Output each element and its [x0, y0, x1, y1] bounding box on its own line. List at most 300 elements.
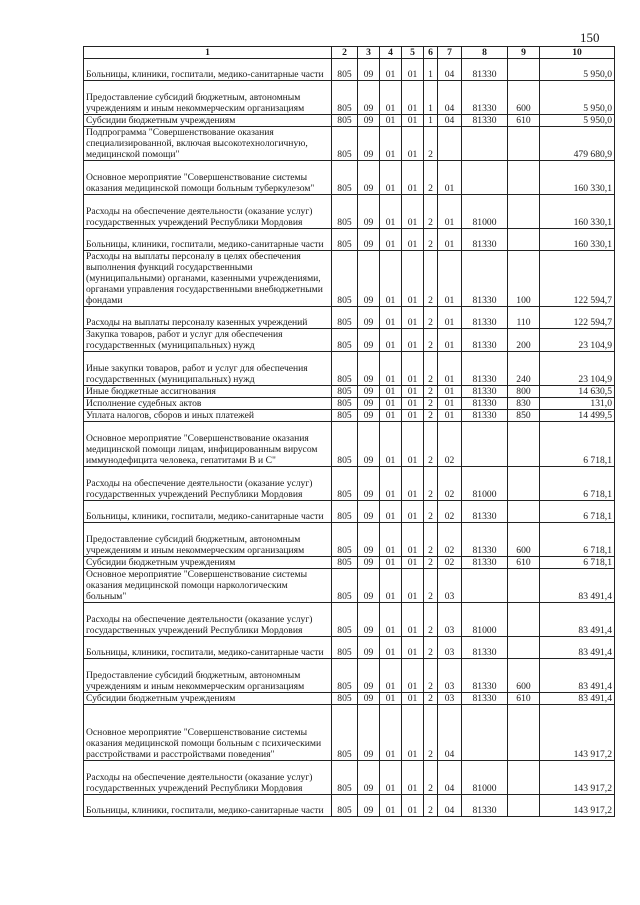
col-10-amount-cell: 143 917,2	[540, 705, 615, 761]
col-6-cell: 2	[424, 501, 438, 523]
col-6-cell: 2	[424, 195, 438, 229]
col-3-cell: 09	[358, 410, 380, 422]
col-8-cell: 81330	[462, 352, 508, 386]
col-3-cell: 09	[358, 352, 380, 386]
col-6-cell: 2	[424, 398, 438, 410]
col-5-cell: 01	[402, 795, 424, 817]
col-6-cell: 2	[424, 329, 438, 352]
col-9-cell: 610	[508, 693, 540, 705]
col-3-cell: 09	[358, 467, 380, 501]
col-2-cell: 805	[332, 81, 358, 115]
col-4-cell: 01	[380, 761, 402, 795]
col-4-cell: 01	[380, 693, 402, 705]
col-5-cell: 01	[402, 195, 424, 229]
row-name-cell: Расходы на обеспечение деятельности (оказание услуг) государственных учреждений Республики Мордовия	[84, 761, 332, 795]
row-name-cell: Субсидии бюджетным учреждениям	[84, 557, 332, 569]
col-6-cell: 1	[424, 81, 438, 115]
col-9-cell	[508, 795, 540, 817]
col-4-cell: 01	[380, 352, 402, 386]
col-6-cell: 2	[424, 161, 438, 195]
col-7-cell: 04	[438, 795, 462, 817]
col-9-cell: 110	[508, 307, 540, 329]
col-9-cell	[508, 501, 540, 523]
col-8-cell: 81330	[462, 398, 508, 410]
col-9-cell: 850	[508, 410, 540, 422]
col-7-cell	[438, 127, 462, 161]
col-3-cell: 09	[358, 115, 380, 127]
col-7-cell: 03	[438, 603, 462, 637]
column-header-4: 4	[380, 47, 402, 59]
col-3-cell: 09	[358, 195, 380, 229]
col-9-cell	[508, 637, 540, 659]
col-4-cell: 01	[380, 307, 402, 329]
col-3-cell: 09	[358, 569, 380, 603]
col-8-cell: 81330	[462, 501, 508, 523]
col-2-cell: 805	[332, 127, 358, 161]
col-10-amount-cell: 5 950,0	[540, 81, 615, 115]
col-9-cell	[508, 705, 540, 761]
col-8-cell: 81330	[462, 115, 508, 127]
row-name-cell: Расходы на обеспечение деятельности (оказание услуг) государственных учреждений Республики Мордовия	[84, 603, 332, 637]
table-row	[84, 501, 615, 523]
col-8-cell: 81330	[462, 523, 508, 557]
col-3-cell: 09	[358, 557, 380, 569]
col-7-cell: 01	[438, 161, 462, 195]
col-2-cell: 805	[332, 795, 358, 817]
col-6-cell: 2	[424, 127, 438, 161]
col-10-amount-cell: 83 491,4	[540, 569, 615, 603]
row-name-cell: Уплата налогов, сборов и иных платежей	[84, 410, 332, 422]
col-7-cell: 04	[438, 115, 462, 127]
table-row	[84, 251, 615, 307]
column-header-1: 1	[84, 47, 332, 59]
table-row	[84, 410, 615, 422]
column-header-10: 10	[540, 47, 615, 59]
row-name-cell: Расходы на обеспечение деятельности (оказание услуг) государственных учреждений Республики Мордовия	[84, 467, 332, 501]
col-10-amount-cell: 6 718,1	[540, 523, 615, 557]
table-row	[84, 386, 615, 398]
col-5-cell: 01	[402, 251, 424, 307]
col-3-cell: 09	[358, 59, 380, 81]
row-name-cell: Исполнение судебных актов	[84, 398, 332, 410]
table-row	[84, 761, 615, 795]
col-5-cell: 01	[402, 386, 424, 398]
table-row	[84, 81, 615, 115]
column-header-6: 6	[424, 47, 438, 59]
col-3-cell: 09	[358, 329, 380, 352]
col-4-cell: 01	[380, 557, 402, 569]
col-7-cell: 01	[438, 410, 462, 422]
col-8-cell: 81000	[462, 467, 508, 501]
col-2-cell: 805	[332, 501, 358, 523]
row-name-cell: Больницы, клиники, госпитали, медико-санитарные части	[84, 501, 332, 523]
col-10-amount-cell: 83 491,4	[540, 693, 615, 705]
col-5-cell: 01	[402, 761, 424, 795]
col-9-cell	[508, 195, 540, 229]
col-6-cell: 2	[424, 422, 438, 467]
col-4-cell: 01	[380, 59, 402, 81]
col-3-cell: 09	[358, 603, 380, 637]
col-2-cell: 805	[332, 398, 358, 410]
col-8-cell: 81000	[462, 603, 508, 637]
col-7-cell: 04	[438, 761, 462, 795]
col-4-cell: 01	[380, 795, 402, 817]
column-header-3: 3	[358, 47, 380, 59]
col-5-cell: 01	[402, 161, 424, 195]
row-name-cell: Субсидии бюджетным учреждениям	[84, 693, 332, 705]
col-2-cell: 805	[332, 659, 358, 693]
col-9-cell	[508, 569, 540, 603]
col-5-cell: 01	[402, 410, 424, 422]
col-6-cell: 2	[424, 410, 438, 422]
col-6-cell: 1	[424, 115, 438, 127]
col-5-cell: 01	[402, 307, 424, 329]
col-2-cell: 805	[332, 705, 358, 761]
col-7-cell: 01	[438, 386, 462, 398]
row-name-cell: Предоставление субсидий бюджетным, автономным учреждениям и иным некоммерческим организациям	[84, 523, 332, 557]
col-6-cell: 2	[424, 761, 438, 795]
col-6-cell: 2	[424, 467, 438, 501]
col-2-cell: 805	[332, 569, 358, 603]
col-6-cell: 2	[424, 557, 438, 569]
col-2-cell: 805	[332, 59, 358, 81]
col-10-amount-cell: 83 491,4	[540, 659, 615, 693]
col-5-cell: 01	[402, 81, 424, 115]
col-6-cell: 2	[424, 523, 438, 557]
col-9-cell: 800	[508, 386, 540, 398]
col-5-cell: 01	[402, 557, 424, 569]
row-name-cell: Больницы, клиники, госпитали, медико-санитарные части	[84, 795, 332, 817]
col-2-cell: 805	[332, 693, 358, 705]
col-3-cell: 09	[358, 637, 380, 659]
col-3-cell: 09	[358, 523, 380, 557]
table-row	[84, 229, 615, 251]
col-5-cell: 01	[402, 705, 424, 761]
col-7-cell: 01	[438, 229, 462, 251]
col-4-cell: 01	[380, 603, 402, 637]
budget-table	[83, 46, 615, 817]
col-2-cell: 805	[332, 422, 358, 467]
col-2-cell: 805	[332, 161, 358, 195]
col-10-amount-cell: 83 491,4	[540, 637, 615, 659]
col-10-amount-cell: 479 680,9	[540, 127, 615, 161]
col-10-amount-cell: 160 330,1	[540, 161, 615, 195]
col-8-cell	[462, 127, 508, 161]
col-7-cell: 02	[438, 523, 462, 557]
col-3-cell: 09	[358, 659, 380, 693]
header-row	[84, 47, 615, 59]
col-8-cell: 81330	[462, 410, 508, 422]
col-5-cell: 01	[402, 329, 424, 352]
col-2-cell: 805	[332, 467, 358, 501]
col-10-amount-cell: 6 718,1	[540, 467, 615, 501]
col-4-cell: 01	[380, 161, 402, 195]
col-6-cell: 2	[424, 307, 438, 329]
col-8-cell: 81330	[462, 795, 508, 817]
col-7-cell: 01	[438, 307, 462, 329]
row-name-cell: Расходы на выплаты персоналу в целях обеспечения выполнения функций государственными (муниципальными) органами, казенными учреждениями, органами управления государственными внебюджетными фондами	[84, 251, 332, 307]
col-7-cell: 04	[438, 59, 462, 81]
col-10-amount-cell: 6 718,1	[540, 422, 615, 467]
col-9-cell	[508, 603, 540, 637]
col-4-cell: 01	[380, 705, 402, 761]
col-3-cell: 09	[358, 705, 380, 761]
col-3-cell: 09	[358, 386, 380, 398]
col-4-cell: 01	[380, 410, 402, 422]
col-6-cell: 2	[424, 251, 438, 307]
col-10-amount-cell: 23 104,9	[540, 329, 615, 352]
col-8-cell: 81000	[462, 195, 508, 229]
table-row	[84, 127, 615, 161]
row-name-cell: Иные бюджетные ассигнования	[84, 386, 332, 398]
col-3-cell: 09	[358, 307, 380, 329]
row-name-cell: Основное мероприятие "Совершенствование системы оказания медицинской помощи больным туберкулезом"	[84, 161, 332, 195]
col-6-cell: 2	[424, 603, 438, 637]
row-name-cell: Расходы на обеспечение деятельности (оказание услуг) государственных учреждений Республики Мордовия	[84, 195, 332, 229]
col-4-cell: 01	[380, 637, 402, 659]
column-header-9: 9	[508, 47, 540, 59]
col-2-cell: 805	[332, 386, 358, 398]
col-2-cell: 805	[332, 523, 358, 557]
col-9-cell	[508, 422, 540, 467]
row-name-cell: Закупка товаров, работ и услуг для обеспечения государственных (муниципальных) нужд	[84, 329, 332, 352]
col-7-cell: 03	[438, 659, 462, 693]
col-6-cell: 1	[424, 59, 438, 81]
col-2-cell: 805	[332, 251, 358, 307]
col-9-cell	[508, 761, 540, 795]
col-2-cell: 805	[332, 761, 358, 795]
table-row	[84, 659, 615, 693]
table-row	[84, 557, 615, 569]
col-5-cell: 01	[402, 569, 424, 603]
col-5-cell: 01	[402, 501, 424, 523]
col-6-cell: 2	[424, 352, 438, 386]
col-8-cell	[462, 569, 508, 603]
col-5-cell: 01	[402, 659, 424, 693]
row-name-cell: Иные закупки товаров, работ и услуг для обеспечения государственных (муниципальных) нужд	[84, 352, 332, 386]
col-10-amount-cell: 5 950,0	[540, 59, 615, 81]
table-row	[84, 795, 615, 817]
col-5-cell: 01	[402, 637, 424, 659]
col-9-cell	[508, 467, 540, 501]
col-4-cell: 01	[380, 422, 402, 467]
col-5-cell: 01	[402, 59, 424, 81]
table-row	[84, 693, 615, 705]
col-9-cell: 600	[508, 81, 540, 115]
col-4-cell: 01	[380, 229, 402, 251]
col-6-cell: 2	[424, 386, 438, 398]
col-5-cell: 01	[402, 603, 424, 637]
col-10-amount-cell: 160 330,1	[540, 195, 615, 229]
col-2-cell: 805	[332, 557, 358, 569]
col-3-cell: 09	[358, 127, 380, 161]
col-9-cell: 600	[508, 659, 540, 693]
col-7-cell: 02	[438, 557, 462, 569]
col-7-cell: 02	[438, 467, 462, 501]
column-header-2: 2	[332, 47, 358, 59]
col-8-cell: 81330	[462, 307, 508, 329]
col-6-cell: 2	[424, 637, 438, 659]
col-8-cell	[462, 422, 508, 467]
col-3-cell: 09	[358, 81, 380, 115]
table-row	[84, 603, 615, 637]
row-name-cell: Больницы, клиники, госпитали, медико-санитарные части	[84, 229, 332, 251]
row-name-cell: Основное мероприятие "Совершенствование системы оказания медицинской помощи наркологическим больным"	[84, 569, 332, 603]
col-4-cell: 01	[380, 523, 402, 557]
col-8-cell: 81330	[462, 251, 508, 307]
col-2-cell: 805	[332, 115, 358, 127]
col-7-cell: 04	[438, 81, 462, 115]
col-3-cell: 09	[358, 501, 380, 523]
col-2-cell: 805	[332, 229, 358, 251]
col-2-cell: 805	[332, 352, 358, 386]
table-row	[84, 59, 615, 81]
col-5-cell: 01	[402, 229, 424, 251]
col-7-cell: 01	[438, 329, 462, 352]
col-7-cell: 01	[438, 251, 462, 307]
col-9-cell: 610	[508, 115, 540, 127]
column-header-7: 7	[438, 47, 462, 59]
col-2-cell: 805	[332, 603, 358, 637]
col-5-cell: 01	[402, 398, 424, 410]
col-9-cell: 240	[508, 352, 540, 386]
col-3-cell: 09	[358, 251, 380, 307]
col-9-cell	[508, 59, 540, 81]
col-5-cell: 01	[402, 693, 424, 705]
col-4-cell: 01	[380, 467, 402, 501]
table-row	[84, 637, 615, 659]
row-name-cell: Основное мероприятие "Совершенствование оказания медицинской помощи лицам, инфицированным вирусом иммунодефицита человека, гепатитами B и C"	[84, 422, 332, 467]
table-row	[84, 115, 615, 127]
col-8-cell	[462, 705, 508, 761]
table-row	[84, 523, 615, 557]
row-name-cell: Больницы, клиники, госпитали, медико-санитарные части	[84, 637, 332, 659]
col-8-cell: 81330	[462, 229, 508, 251]
row-name-cell: Субсидии бюджетным учреждениям	[84, 115, 332, 127]
col-7-cell: 01	[438, 195, 462, 229]
row-name-cell: Подпрограмма "Совершенствование оказания специализированной, включая высокотехнологичную, медицинской помощи"	[84, 127, 332, 161]
col-10-amount-cell: 131,0	[540, 398, 615, 410]
col-8-cell	[462, 161, 508, 195]
col-10-amount-cell: 6 718,1	[540, 501, 615, 523]
col-8-cell: 81330	[462, 637, 508, 659]
col-7-cell: 01	[438, 398, 462, 410]
col-3-cell: 09	[358, 229, 380, 251]
col-9-cell: 100	[508, 251, 540, 307]
col-10-amount-cell: 160 330,1	[540, 229, 615, 251]
col-8-cell: 81330	[462, 59, 508, 81]
col-6-cell: 2	[424, 659, 438, 693]
row-name-cell: Основное мероприятие "Совершенствование системы оказания медицинской помощи больным с психическими расстройствами и расстройствами поведения"	[84, 705, 332, 761]
col-4-cell: 01	[380, 251, 402, 307]
col-8-cell: 81000	[462, 761, 508, 795]
col-9-cell: 200	[508, 329, 540, 352]
col-10-amount-cell: 23 104,9	[540, 352, 615, 386]
row-name-cell: Предоставление субсидий бюджетным, автономным учреждениям и иным некоммерческим организациям	[84, 659, 332, 693]
col-6-cell: 2	[424, 229, 438, 251]
table-row	[84, 705, 615, 761]
col-10-amount-cell: 6 718,1	[540, 557, 615, 569]
col-10-amount-cell: 5 950,0	[540, 115, 615, 127]
col-9-cell	[508, 127, 540, 161]
col-4-cell: 01	[380, 659, 402, 693]
col-4-cell: 01	[380, 127, 402, 161]
row-name-cell: Расходы на выплаты персоналу казенных учреждений	[84, 307, 332, 329]
col-3-cell: 09	[358, 795, 380, 817]
row-name-cell: Предоставление субсидий бюджетным, автономным учреждениям и иным некоммерческим организациям	[84, 81, 332, 115]
col-4-cell: 01	[380, 386, 402, 398]
col-7-cell: 03	[438, 569, 462, 603]
col-2-cell: 805	[332, 410, 358, 422]
table-row	[84, 195, 615, 229]
table-row	[84, 352, 615, 386]
col-3-cell: 09	[358, 761, 380, 795]
col-10-amount-cell: 14 499,5	[540, 410, 615, 422]
col-10-amount-cell: 143 917,2	[540, 795, 615, 817]
col-9-cell: 830	[508, 398, 540, 410]
col-7-cell: 04	[438, 705, 462, 761]
col-5-cell: 01	[402, 127, 424, 161]
column-header-5: 5	[402, 47, 424, 59]
col-3-cell: 09	[358, 161, 380, 195]
col-9-cell: 600	[508, 523, 540, 557]
col-8-cell: 81330	[462, 659, 508, 693]
col-10-amount-cell: 122 594,7	[540, 307, 615, 329]
col-4-cell: 01	[380, 115, 402, 127]
col-4-cell: 01	[380, 195, 402, 229]
col-10-amount-cell: 122 594,7	[540, 251, 615, 307]
table-row	[84, 161, 615, 195]
table-row	[84, 422, 615, 467]
col-5-cell: 01	[402, 523, 424, 557]
col-3-cell: 09	[358, 398, 380, 410]
col-4-cell: 01	[380, 501, 402, 523]
table-row	[84, 307, 615, 329]
table-row	[84, 467, 615, 501]
col-8-cell: 81330	[462, 693, 508, 705]
col-7-cell: 03	[438, 693, 462, 705]
col-4-cell: 01	[380, 569, 402, 603]
col-6-cell: 2	[424, 569, 438, 603]
col-4-cell: 01	[380, 329, 402, 352]
col-4-cell: 01	[380, 81, 402, 115]
col-7-cell: 02	[438, 422, 462, 467]
col-5-cell: 01	[402, 422, 424, 467]
column-header-8: 8	[462, 47, 508, 59]
col-5-cell: 01	[402, 467, 424, 501]
col-3-cell: 09	[358, 422, 380, 467]
col-2-cell: 805	[332, 307, 358, 329]
col-7-cell: 01	[438, 352, 462, 386]
col-8-cell: 81330	[462, 81, 508, 115]
table-row	[84, 398, 615, 410]
col-5-cell: 01	[402, 115, 424, 127]
col-2-cell: 805	[332, 329, 358, 352]
col-2-cell: 805	[332, 195, 358, 229]
col-9-cell: 610	[508, 557, 540, 569]
col-8-cell: 81330	[462, 386, 508, 398]
row-name-cell: Больницы, клиники, госпитали, медико-санитарные части	[84, 59, 332, 81]
table-row	[84, 329, 615, 352]
col-3-cell: 09	[358, 693, 380, 705]
page-number: 150	[580, 30, 600, 45]
col-5-cell: 01	[402, 352, 424, 386]
col-9-cell	[508, 229, 540, 251]
col-10-amount-cell: 83 491,4	[540, 603, 615, 637]
col-9-cell	[508, 161, 540, 195]
col-6-cell: 2	[424, 795, 438, 817]
col-7-cell: 02	[438, 501, 462, 523]
